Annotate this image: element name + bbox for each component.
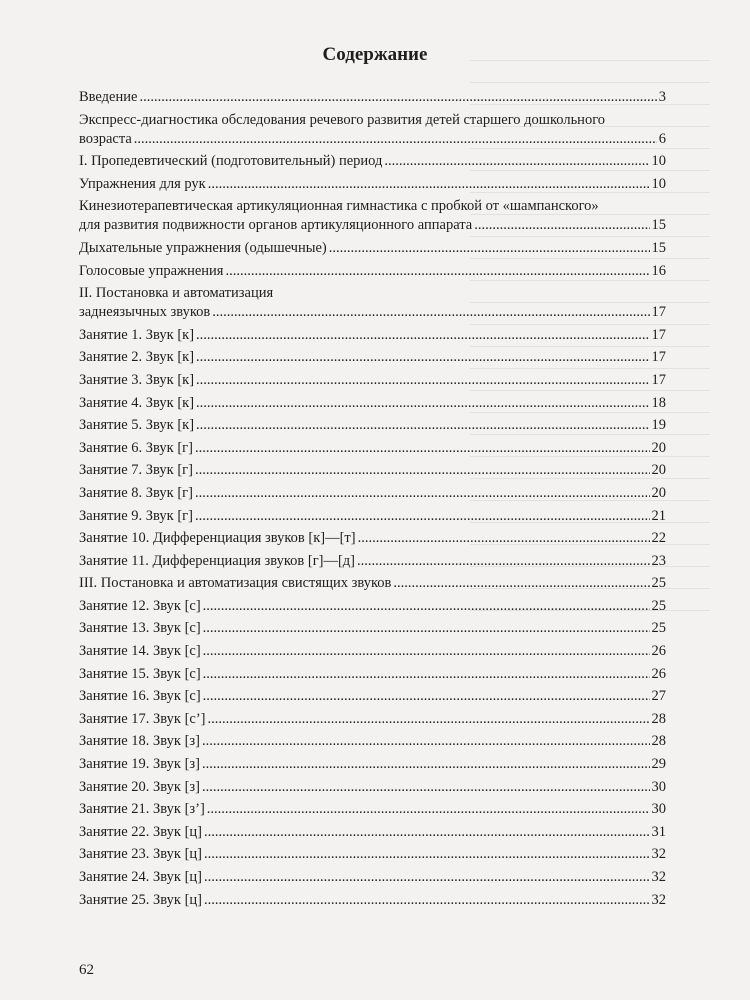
toc-entry-page-number: 25	[651, 597, 666, 614]
toc-entry-title: Занятие 25. Звук [ц]	[79, 891, 202, 908]
toc-entry[interactable]	[79, 574, 666, 593]
toc-entry-line: Экспресс-диагностика обследования речевого развития детей старшего дошкольного	[79, 111, 606, 128]
toc-entry-page-number: 16	[651, 262, 666, 279]
toc-entry-title: возраста	[79, 130, 132, 147]
dot-leader	[207, 800, 650, 819]
dot-leader	[196, 326, 649, 345]
toc-entry-line: II. Постановка и автоматизация	[79, 285, 274, 302]
toc-entry-lastline	[79, 303, 666, 322]
toc-entry[interactable]	[79, 484, 666, 503]
dot-leader	[358, 529, 650, 548]
toc-entry[interactable]	[79, 687, 666, 706]
toc-entry-lastline	[79, 778, 666, 797]
toc-entry-title: Занятие 13. Звук [с]	[79, 620, 201, 637]
toc-entry[interactable]	[79, 326, 666, 345]
toc-entry-page-number: 22	[651, 530, 666, 547]
toc-entry[interactable]	[79, 416, 666, 435]
dot-leader	[196, 394, 649, 413]
toc-entry-title: Занятие 11. Дифференциация звуков [г]—[д]	[79, 552, 356, 569]
dot-leader	[393, 574, 649, 593]
toc-entry-title: Занятие 18. Звук [з]	[79, 733, 200, 750]
toc-entry[interactable]	[79, 197, 666, 235]
toc-entry-title: Занятие 17. Звук [с’]	[79, 710, 206, 727]
toc-entry-page-number: 30	[651, 801, 666, 818]
dot-leader	[203, 665, 650, 684]
dot-leader	[204, 891, 650, 910]
dot-leader	[225, 262, 649, 281]
toc-entry-lastline	[79, 175, 666, 194]
toc-entry-lastline	[79, 552, 666, 571]
dot-leader	[208, 710, 650, 729]
toc-entry-page-number: 25	[651, 575, 666, 592]
toc-entry[interactable]	[79, 461, 666, 480]
toc-entry-page-number: 18	[651, 394, 666, 411]
toc-entry-lastline	[79, 371, 666, 390]
dot-leader	[196, 416, 649, 435]
dot-leader	[474, 216, 649, 235]
toc-entry-lastline	[79, 687, 666, 706]
toc-entry-lastline	[79, 461, 666, 480]
dot-leader	[203, 597, 650, 616]
toc-entry-title: Занятие 21. Звук [з’]	[79, 801, 205, 818]
toc-entry-lastline	[79, 732, 666, 751]
toc-entry-title: Упражнения для рук	[79, 175, 206, 192]
toc-entry-lastline	[79, 348, 666, 367]
toc-entry-page-number: 17	[651, 326, 666, 343]
toc-entry-title: заднеязычных звуков	[79, 304, 211, 321]
toc-entry[interactable]	[79, 371, 666, 390]
toc-entry-page-number: 32	[651, 869, 666, 885]
toc-entry-page-number: 30	[651, 778, 666, 795]
toc-entry-title: Занятие 23. Звук [ц]	[79, 846, 202, 863]
toc-entry-lastline	[79, 216, 666, 235]
toc-entry-page-number: 17	[651, 371, 666, 388]
toc-entry[interactable]	[79, 800, 666, 819]
toc-entry-title: Занятие 22. Звук [ц]	[79, 823, 202, 840]
dot-leader	[203, 619, 650, 638]
toc-entry-lastline	[79, 439, 666, 458]
toc-entry[interactable]	[79, 642, 666, 661]
page-number: 62	[79, 962, 94, 978]
toc-entry-lastline	[79, 642, 666, 661]
toc-entry-lastline	[79, 326, 666, 345]
toc-entry-title: Занятие 9. Звук [г]	[79, 507, 193, 524]
toc-entry[interactable]	[79, 755, 666, 774]
toc-entry-page-number: 21	[651, 507, 666, 524]
toc-entry-page-number: 17	[651, 304, 666, 321]
dot-leader	[204, 868, 650, 887]
toc-entry-page-number: 19	[651, 417, 666, 434]
toc-entry-page-number: 28	[651, 710, 666, 727]
dot-leader	[203, 642, 650, 661]
toc-entry[interactable]	[79, 665, 666, 684]
toc-entry-page-number: 31	[651, 823, 666, 840]
toc-entry[interactable]	[79, 891, 666, 910]
toc-entry[interactable]	[79, 394, 666, 413]
toc-entry-page-number: 32	[651, 891, 666, 908]
dot-leader	[202, 732, 650, 751]
toc-entry-lastline	[79, 755, 666, 774]
toc-entry[interactable]	[79, 152, 666, 171]
toc-entry-page-number: 20	[651, 462, 666, 479]
toc-entry-page-number: 15	[651, 217, 666, 234]
toc-entry-lastline	[79, 845, 666, 864]
toc-entry-lastline	[79, 800, 666, 819]
toc-entry-page-number: 20	[651, 484, 666, 501]
toc-entry-title: Занятие 19. Звук [з]	[79, 756, 200, 773]
toc-entry-page-number: 3	[658, 89, 666, 105]
toc-entry[interactable]	[79, 111, 666, 149]
dot-leader	[204, 845, 650, 864]
toc-entry-title: Занятие 6. Звук [г]	[79, 439, 193, 456]
toc-entry[interactable]	[79, 710, 666, 729]
dot-leader	[208, 175, 650, 194]
toc-entry-lastline	[79, 868, 666, 887]
toc-entry-lastline	[79, 484, 666, 503]
dot-leader	[202, 778, 650, 797]
dot-leader	[196, 371, 649, 390]
toc-entry-title: Голосовые упражнения	[79, 262, 224, 279]
toc-entry-lastline	[79, 665, 666, 684]
toc-entry-lastline	[79, 574, 666, 593]
toc-entry[interactable]	[79, 732, 666, 751]
dot-leader	[212, 303, 649, 322]
dot-leader	[203, 687, 650, 706]
dot-leader	[134, 130, 657, 149]
toc-entry-title: Занятие 10. Дифференциация звуков [к]—[т]	[79, 530, 356, 547]
toc-entry[interactable]	[79, 529, 666, 548]
toc-entry-title: Занятие 12. Звук [с]	[79, 597, 201, 614]
toc-entry-lastline	[79, 88, 666, 107]
toc-entry-title: Занятие 1. Звук [к]	[79, 326, 195, 343]
toc-entry[interactable]	[79, 239, 666, 258]
page-title: Содержание	[322, 44, 428, 65]
toc-entry[interactable]	[79, 552, 666, 571]
toc-entry-title: III. Постановка и автоматизация свистящих звуков	[79, 575, 392, 592]
toc-entry-page-number: 10	[651, 175, 666, 192]
toc-entry-page-number: 29	[651, 756, 666, 773]
toc-entry-title: Занятие 16. Звук [с]	[79, 688, 201, 705]
toc-entry-page-number: 15	[651, 239, 666, 256]
toc-entry-lastline	[79, 507, 666, 526]
toc-entry-title: Дыхательные упражнения (одышечные)	[79, 239, 327, 256]
dot-leader	[329, 239, 650, 258]
toc-entry-page-number: 28	[651, 733, 666, 750]
toc-entry-page-number: 26	[651, 665, 666, 682]
toc-entry-lastline	[79, 619, 666, 638]
toc-entry[interactable]	[79, 597, 666, 616]
toc-entry[interactable]	[79, 845, 666, 864]
toc-entry-title: Занятие 24. Звук [ц]	[79, 869, 202, 885]
toc-entry-title: Занятие 15. Звук [с]	[79, 665, 201, 682]
toc-entry-lastline	[79, 710, 666, 729]
toc-entry-title: I. Пропедевтический (подготовительный) период	[79, 153, 383, 170]
toc-entry-title: Занятие 7. Звук [г]	[79, 462, 193, 479]
toc-entry-title: Занятие 2. Звук [к]	[79, 349, 195, 366]
toc-entry-page-number: 25	[651, 620, 666, 637]
toc-entry-lastline	[79, 394, 666, 413]
dot-leader	[196, 348, 649, 367]
toc-entry-lastline	[79, 152, 666, 171]
dot-leader	[384, 152, 649, 171]
dot-leader	[357, 552, 649, 571]
toc-entry[interactable]	[79, 175, 666, 194]
toc-entry-title: Занятие 14. Звук [с]	[79, 643, 201, 660]
toc-entry-title: Занятие 20. Звук [з]	[79, 778, 200, 795]
toc-entry-page-number: 32	[651, 846, 666, 863]
toc-entry[interactable]	[79, 88, 666, 107]
toc-entry-page-number: 6	[658, 130, 666, 147]
toc-entry[interactable]	[79, 439, 666, 458]
toc-entry-page-number: 27	[651, 688, 666, 705]
toc-entry-lastline	[79, 891, 666, 910]
toc-entry-page-number: 17	[651, 349, 666, 366]
toc-entry[interactable]	[79, 348, 666, 367]
toc-entry-page-number: 20	[651, 439, 666, 456]
dot-leader	[195, 461, 650, 480]
toc-entry-title: Занятие 8. Звук [г]	[79, 484, 193, 501]
toc-entry-lastline	[79, 262, 666, 281]
toc-entry[interactable]	[79, 262, 666, 281]
toc-entry[interactable]	[79, 284, 666, 322]
toc-entry[interactable]	[79, 823, 666, 842]
toc-entry[interactable]	[79, 778, 666, 797]
toc-entry-lastline	[79, 416, 666, 435]
toc-entry-page-number: 26	[651, 643, 666, 660]
toc-entry-page-number: 23	[651, 552, 666, 569]
toc-entry-line: Кинезиотерапевтическая артикуляционная гимнастика с пробкой от «шампанского»	[79, 198, 599, 215]
toc-entry-lastline	[79, 130, 666, 149]
dot-leader	[195, 507, 650, 526]
toc-entry-lastline	[79, 529, 666, 548]
toc-entry-lastline	[79, 823, 666, 842]
toc-entry[interactable]	[79, 507, 666, 526]
dot-leader	[204, 823, 650, 842]
dot-leader	[195, 484, 650, 503]
toc-entry-title: для развития подвижности органов артикуляционного аппарата	[79, 217, 473, 234]
toc-entry-title: Занятие 3. Звук [к]	[79, 371, 195, 388]
dot-leader	[202, 755, 650, 774]
dot-leader	[195, 439, 650, 458]
toc-entry[interactable]	[79, 868, 666, 887]
toc-entry-lastline	[79, 239, 666, 258]
toc-entry-title: Введение	[79, 89, 138, 105]
toc-entry-lastline	[79, 597, 666, 616]
toc-entry-title: Занятие 4. Звук [к]	[79, 394, 195, 411]
toc-entry[interactable]	[79, 619, 666, 638]
toc-entry-title: Занятие 5. Звук [к]	[79, 417, 195, 434]
toc-entry-page-number: 10	[651, 153, 666, 170]
table-of-contents	[79, 88, 666, 913]
dot-leader	[139, 88, 656, 107]
